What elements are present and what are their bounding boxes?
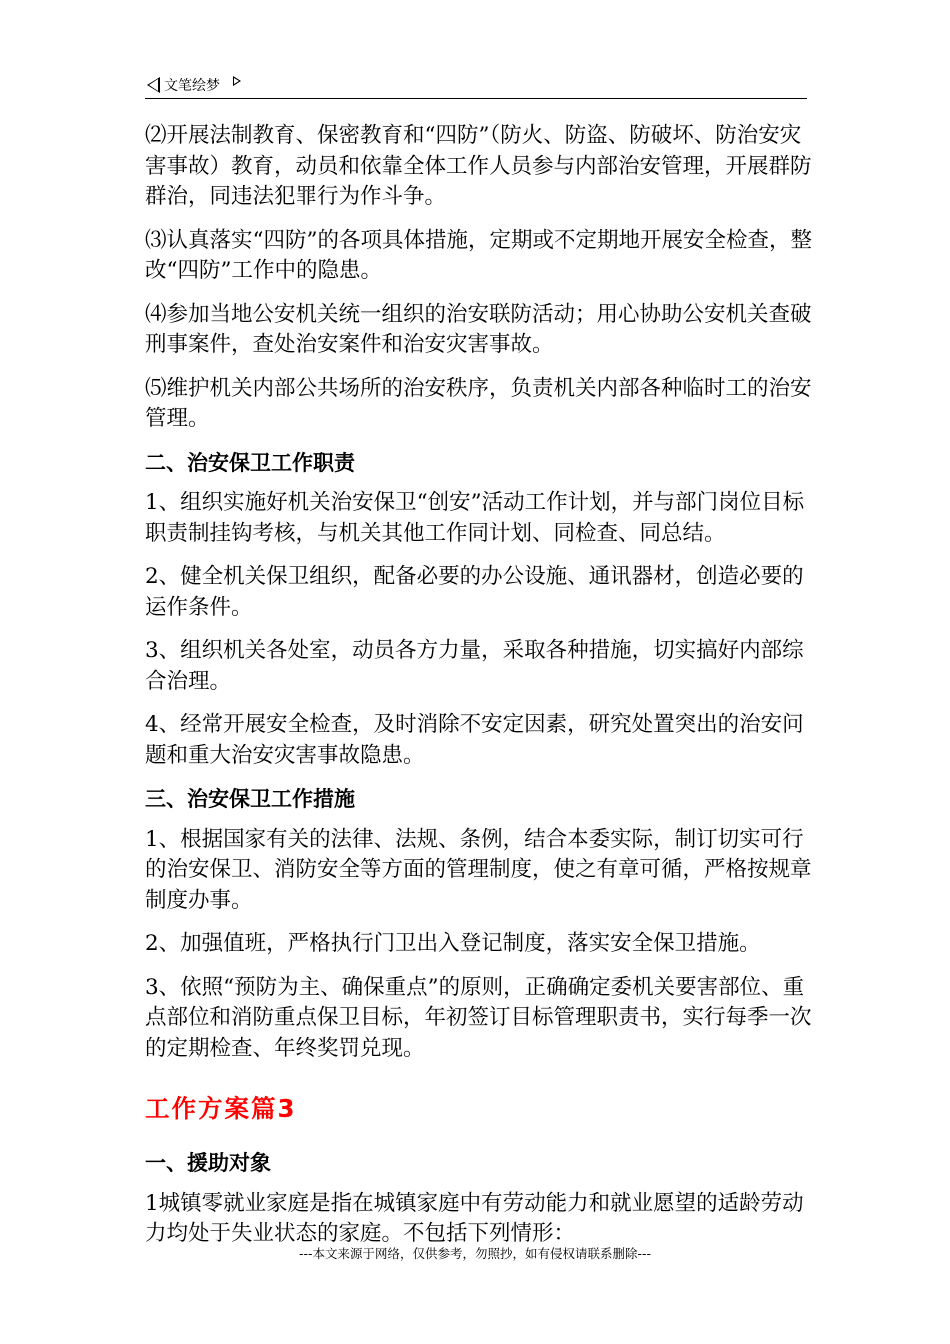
paragraph: ⑶认真落实“四防”的各项具体措施，定期或不定期地开展安全检查，整改“四防”工作中的隐患。	[145, 227, 812, 283]
page-header	[145, 72, 807, 99]
list-item: 2、加强值班，严格执行门卫出入登记制度，落实安全保卫措施。	[145, 931, 761, 956]
left-triangle-icon	[147, 77, 160, 93]
list-item: 1、根据国家有关的法律、法规、条例，结合本委实际，制订切实可行的治安保卫、消防安全等方面的管理制度，使之有章可循，严格按规章制度办事。	[145, 826, 812, 913]
right-triangle-icon	[233, 76, 241, 86]
list-item: 3、依照“预防为主、确保重点”的原则，正确确定委机关要害部位、重点部位和消防重点保卫目标，年初签订目标管理职责书，实行每季一次的定期检查、年终奖罚兑现。	[145, 974, 812, 1061]
chapter-title: 工作方案篇3	[145, 1094, 297, 1123]
list-item: 1城镇零就业家庭是指在城镇家庭中有劳动能力和就业愿望的适龄劳动力均处于失业状态的家庭。不包括下列情形：	[145, 1190, 804, 1246]
list-item: 1、组织实施好机关治安保卫“创安”活动工作计划，并与部门岗位目标职责制挂钩考核，与机关其他工作同计划、同检查、同总结。	[145, 490, 805, 546]
section-heading: 二、治安保卫工作职责	[145, 450, 355, 475]
document-body	[145, 121, 817, 1263]
list-item: 4、经常开展安全检查，及时消除不安定因素，研究处置突出的治安问题和重大治安灾害事故隐患。	[145, 712, 804, 768]
page-footer: ---本文来源于网络，仅供参考，勿照抄，如有侵权请联系删除---	[298, 1246, 652, 1261]
paragraph: ⑷参加当地公安机关统一组织的治安联防活动；用心协助公安机关查破刑事案件，查处治安案件和治安灾害事故。	[145, 301, 812, 357]
section-heading: 一、援助对象	[145, 1151, 271, 1175]
list-item: 3、组织机关各处室，动员各方力量，采取各种措施，切实搞好内部综合治理。	[145, 638, 804, 694]
paragraph: ⑵开展法制教育、保密教育和“四防”（防火、防盗、防破坏、防治安灾害事故）教育，动员和依靠全体工作人员参与内部治安管理，开展群防群治，同违法犯罪行为作斗争。	[145, 123, 812, 209]
paragraph: ⑸维护机关内部公共场所的治安秩序，负责机关内部各种临时工的治安管理。	[145, 375, 812, 431]
list-item: 2、健全机关保卫组织，配备必要的办公设施、通讯器材，创造必要的运作条件。	[145, 564, 804, 620]
header-brand: 文笔绘梦	[164, 78, 220, 94]
section-heading: 三、治安保卫工作措施	[145, 787, 355, 811]
